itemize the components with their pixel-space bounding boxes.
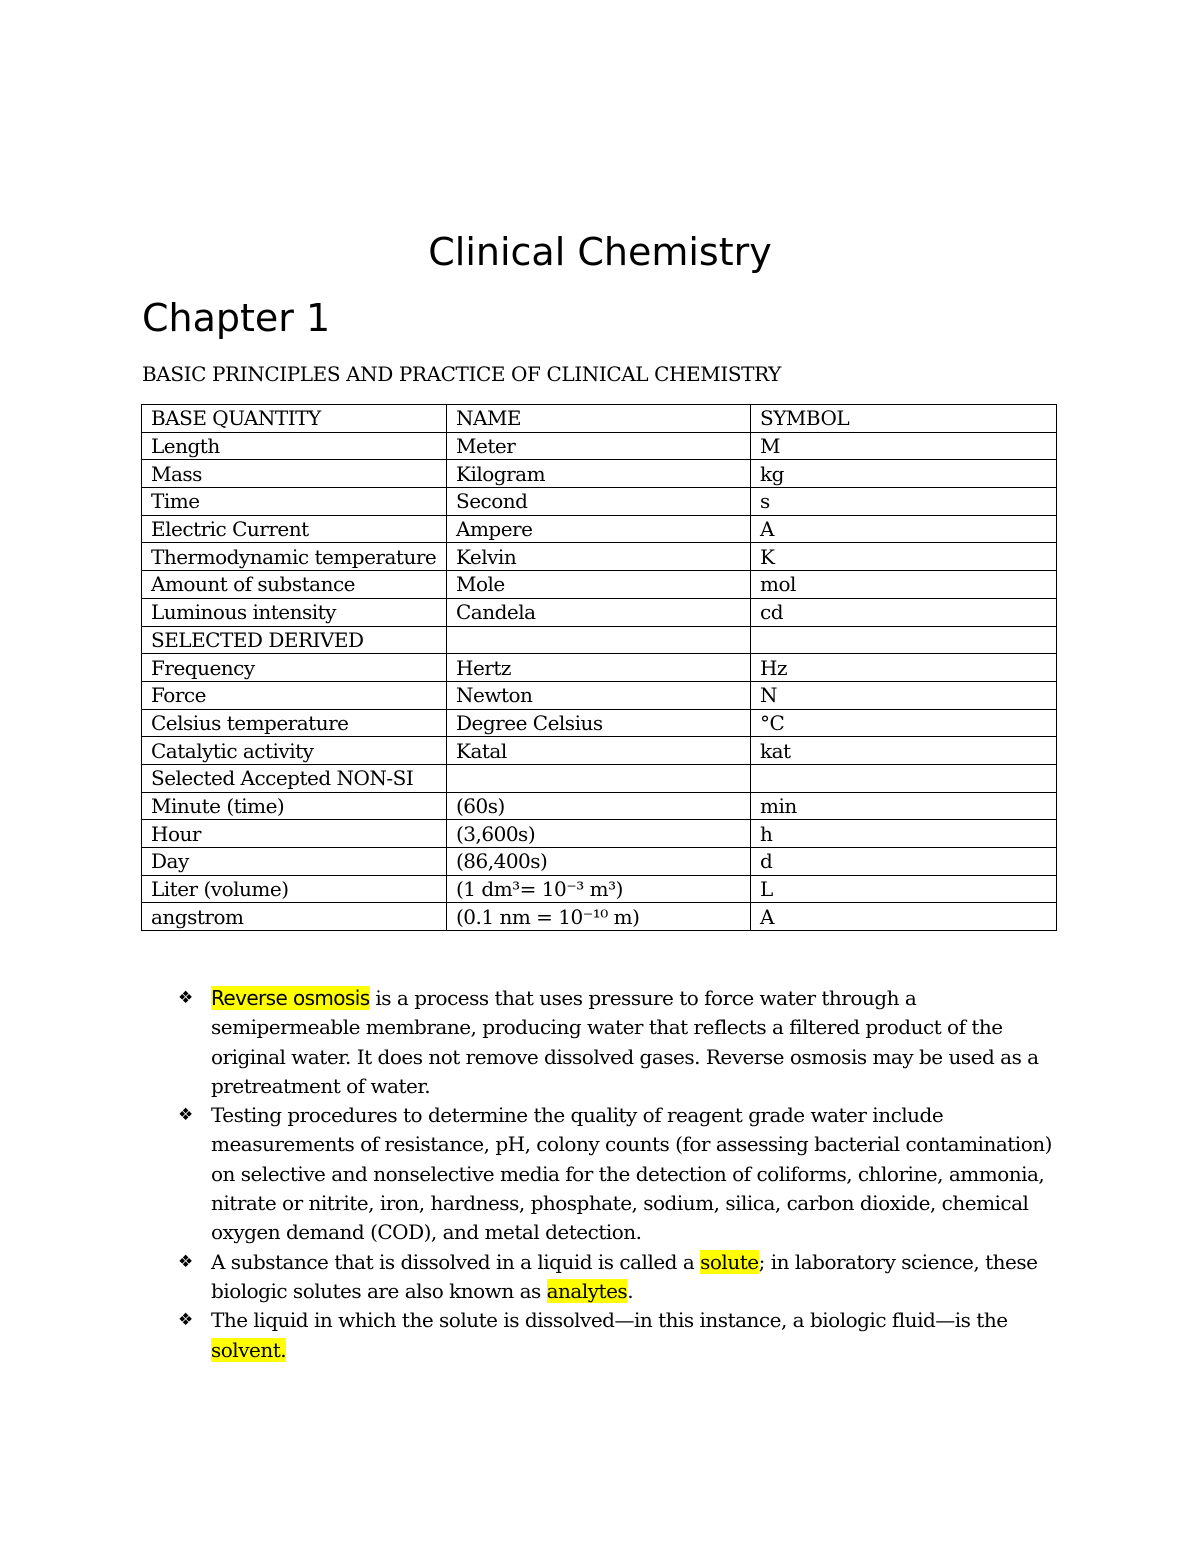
cell-symbol: A (751, 903, 1057, 931)
bullet-text: The liquid in which the solute is dissolved—in this instance, a biologic fluid—is the (211, 1308, 1008, 1333)
table-row (142, 626, 1057, 654)
cell-name (447, 764, 751, 792)
cell-name: Second (447, 488, 751, 516)
cell-quantity: Catalytic activity (142, 737, 447, 765)
cell-name: (1 dm³= 10⁻³ m³) (447, 875, 751, 903)
cell-quantity: Frequency (142, 654, 447, 682)
cell-quantity: Electric Current (142, 515, 447, 543)
table-row (142, 820, 1057, 848)
cell-symbol: min (751, 792, 1057, 820)
cell-quantity: Mass (142, 460, 447, 488)
diamond-bullet-icon: ❖ (178, 1251, 193, 1272)
cell-quantity: Force (142, 681, 447, 709)
cell-quantity: Time (142, 488, 447, 516)
table-row (142, 764, 1057, 792)
table-row (142, 792, 1057, 820)
cell-name: Kelvin (447, 543, 751, 571)
section-heading: BASIC PRINCIPLES AND PRACTICE OF CLINICAL CHEMISTRY (142, 362, 781, 386)
cell-symbol: A (751, 515, 1057, 543)
cell-name: Meter (447, 432, 751, 460)
cell-quantity: Day (142, 848, 447, 876)
cell-name: (86,400s) (447, 848, 751, 876)
highlighted-term: Reverse osmosis (211, 986, 370, 1010)
list-item (178, 1306, 1068, 1365)
bullet-text: A substance that is dissolved in a liquid is called a (211, 1249, 701, 1274)
table-row (142, 488, 1057, 516)
cell-name: Kilogram (447, 460, 751, 488)
cell-quantity: Selected Accepted NON-SI (142, 764, 447, 792)
cell-name: Mole (447, 571, 751, 599)
cell-name: Candela (447, 598, 751, 626)
cell-symbol: s (751, 488, 1057, 516)
list-item (178, 1248, 1068, 1307)
cell-symbol: Hz (751, 654, 1057, 682)
cell-symbol: K (751, 543, 1057, 571)
cell-name: (3,600s) (447, 820, 751, 848)
cell-symbol: h (751, 820, 1057, 848)
cell-name (447, 626, 751, 654)
diamond-bullet-icon: ❖ (178, 1105, 193, 1126)
cell-name: Katal (447, 737, 751, 765)
cell-quantity: Celsius temperature (142, 709, 447, 737)
cell-symbol: M (751, 432, 1057, 460)
cell-quantity: Length (142, 432, 447, 460)
cell-name: (0.1 nm = 10⁻¹⁰ m) (447, 903, 751, 931)
cell-quantity: Liter (volume) (142, 875, 447, 903)
list-item (178, 1101, 1068, 1247)
document-title: Clinical Chemistry (428, 230, 772, 274)
chapter-heading: Chapter 1 (142, 296, 331, 340)
table-row (142, 903, 1057, 931)
bullet-text: . (627, 1278, 634, 1303)
table-row (142, 515, 1057, 543)
table-row (142, 875, 1057, 903)
highlighted-term: analytes (546, 1278, 628, 1303)
cell-symbol: L (751, 875, 1057, 903)
cell-quantity: Minute (time) (142, 792, 447, 820)
table-header-row (142, 405, 1057, 433)
cell-symbol: cd (751, 598, 1057, 626)
cell-name: (60s) (447, 792, 751, 820)
cell-symbol: d (751, 848, 1057, 876)
bullet-text: ; in laboratory science, these biologic solutes are also known as (211, 1249, 1038, 1303)
table-row (142, 571, 1057, 599)
cell-name: Degree Celsius (447, 709, 751, 737)
bullet-text: is a process that uses pressure to force water through a semipermeable membrane, producing water that reflects a filtered product of the original water. It does not remove dissolved gases. Reverse osmosis may be used as a pretreatment of water. (211, 986, 1039, 1098)
cell-symbol: °C (751, 709, 1057, 737)
table-row (142, 681, 1057, 709)
cell-symbol: mol (751, 571, 1057, 599)
cell-symbol: kg (751, 460, 1057, 488)
cell-symbol (751, 764, 1057, 792)
cell-name: Ampere (447, 515, 751, 543)
cell-quantity: SELECTED DERIVED (142, 626, 447, 654)
highlighted-term: solute (700, 1249, 759, 1274)
table-row (142, 848, 1057, 876)
table-row (142, 598, 1057, 626)
header-base-quantity: BASE QUANTITY (142, 405, 447, 433)
cell-quantity: Luminous intensity (142, 598, 447, 626)
bullet-text: Testing procedures to determine the quality of reagent grade water include measurements of resistance, pH, colony counts (for assessing bacterial contamination) on selective and nonselective media for the detection of coliforms, chlorine, ammonia, nitrate or nitrite, iron, hardness, phosphate, sodium, silica, carbon dioxide, chemical oxygen demand (COD), and metal detection. (211, 1103, 1052, 1245)
cell-symbol: N (751, 681, 1057, 709)
notes-bullet-list (178, 984, 1068, 1365)
table-row (142, 543, 1057, 571)
diamond-bullet-icon: ❖ (178, 1310, 193, 1331)
cell-quantity: angstrom (142, 903, 447, 931)
highlighted-term: solvent. (211, 1337, 287, 1362)
cell-symbol (751, 626, 1057, 654)
cell-name: Hertz (447, 654, 751, 682)
table-row (142, 432, 1057, 460)
header-symbol: SYMBOL (751, 405, 1057, 433)
table-row (142, 709, 1057, 737)
header-name: NAME (447, 405, 751, 433)
list-item (178, 984, 1068, 1101)
cell-symbol: kat (751, 737, 1057, 765)
cell-name: Newton (447, 681, 751, 709)
diamond-bullet-icon: ❖ (178, 988, 193, 1008)
table-row (142, 737, 1057, 765)
cell-quantity: Thermodynamic temperature (142, 543, 447, 571)
table-row (142, 460, 1057, 488)
si-units-table (141, 404, 1057, 931)
cell-quantity: Amount of substance (142, 571, 447, 599)
table-row (142, 654, 1057, 682)
cell-quantity: Hour (142, 820, 447, 848)
